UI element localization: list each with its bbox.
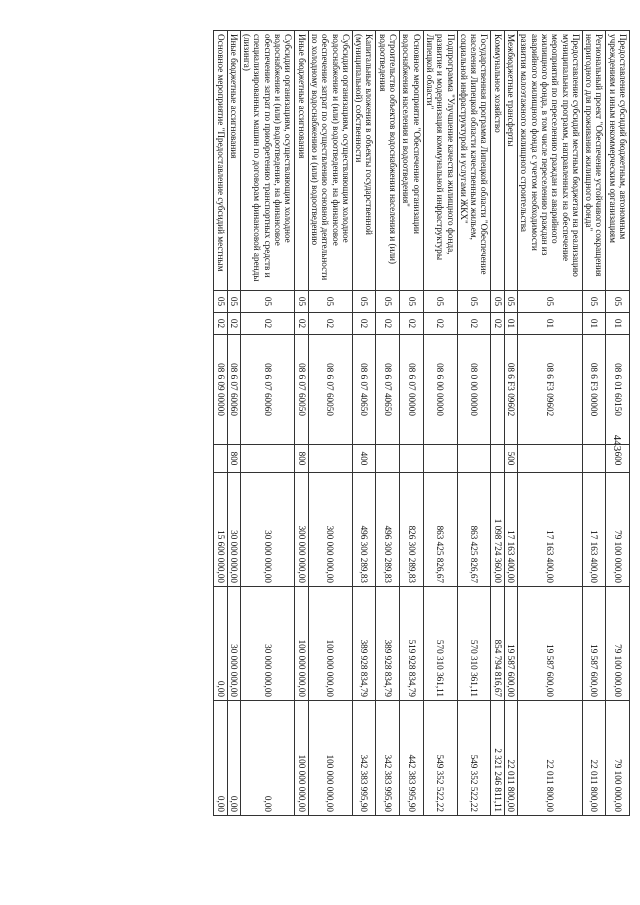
target-article-code: 08 6 07 40650: [376, 335, 400, 445]
amount-year-3: 342 383 995,90: [352, 701, 376, 816]
subsection-code: 01: [518, 313, 583, 335]
amount-year-2: 19 587 600,00: [582, 587, 606, 701]
table-row: [423, 31, 457, 816]
target-article-code: 08 6 07 60060: [240, 335, 294, 445]
table-row: [308, 31, 352, 816]
amount-year-2: 0,00: [214, 587, 227, 701]
table-wrapper: [70, 30, 630, 815]
row-name: Капитальные вложения в объекты государственной (муниципальной) собственности: [352, 31, 376, 291]
amount-year-1: 79 100 000,00: [606, 473, 630, 587]
table-row: [606, 31, 630, 816]
target-article-code: 08 6 07 60050: [308, 335, 352, 445]
row-name: Подпрограмма "Улучшение качества жилищного фонда, развитие и модернизация коммунальной инфраструктуры Липецкой области": [423, 31, 457, 291]
row-name: Межбюджетные трансферты: [504, 31, 517, 291]
row-name: Региональный проект "Обеспечение устойчивого сокращения непригодного для проживания жилищного фонда": [582, 31, 606, 291]
amount-year-1: 863 425 826,67: [423, 473, 457, 587]
table-row: [240, 31, 294, 816]
expense-type-code: 400: [352, 445, 376, 473]
table-row: [582, 31, 606, 816]
budget-table: [213, 30, 630, 816]
amount-year-3: 0,00: [227, 701, 240, 816]
amount-year-3: 0,00: [214, 701, 227, 816]
target-article-code: 08 6 00 00000: [423, 335, 457, 445]
target-article-code: 08 6 07 00000: [400, 335, 424, 445]
row-name: Субсидии организациям, осуществляющим холодное водоснабжение и (или) водоотведение, на финансовое обеспечение затрат по приобретению транспортных средств и специализированных машин по договорам финансовой аренды (лизинга): [240, 31, 294, 291]
amount-year-2: 100 000 000,00: [308, 587, 352, 701]
amount-year-1: 826 300 289,83: [400, 473, 424, 587]
amount-year-1: 300 000 000,00: [295, 473, 308, 587]
section-code: 05: [308, 291, 352, 313]
target-article-code: 08 6 F3 00000: [582, 335, 606, 445]
table-row: [376, 31, 400, 816]
expense-type-code: [400, 445, 424, 473]
row-name: Иные бюджетные ассигнования: [227, 31, 240, 291]
amount-year-2: 389 928 834,79: [352, 587, 376, 701]
subsection-code: 01: [582, 313, 606, 335]
section-code: 05: [240, 291, 294, 313]
amount-year-1: 863 425 826,67: [457, 473, 491, 587]
expense-type-code: [457, 445, 491, 473]
amount-year-3: 22 011 800,00: [582, 701, 606, 816]
target-article-code: 08 6 01 60150: [606, 335, 630, 445]
expense-type-code: 600: [606, 445, 630, 473]
table-body: [214, 31, 630, 816]
subsection-code: 02: [308, 313, 352, 335]
section-code: 05: [504, 291, 517, 313]
expense-type-code: 800: [295, 445, 308, 473]
row-name: Предоставление субсидий местным бюджетам на реализацию муниципальных программ, направленных на обеспечение мероприятий по переселению граждан из аварийного жилищного фонда, в том числе переселению граждан из аварийного жилищного фонда с учетом необходимости развития малоэтажного жилищного строительства: [518, 31, 583, 291]
target-article-code: 08 6 F3 09602: [504, 335, 517, 445]
amount-year-3: 0,00: [240, 701, 294, 816]
amount-year-3: 22 011 800,00: [518, 701, 583, 816]
expense-type-code: [423, 445, 457, 473]
section-code: 05: [491, 291, 504, 313]
row-name: Строительство объектов водоснабжения населения и (или) водоотведения: [376, 31, 400, 291]
subsection-code: 01: [606, 313, 630, 335]
row-name: Иные бюджетные ассигнования: [295, 31, 308, 291]
amount-year-2: 389 928 834,79: [376, 587, 400, 701]
amount-year-2: 30 000 000,00: [240, 587, 294, 701]
row-name: Коммунальное хозяйство: [491, 31, 504, 291]
section-code: 05: [423, 291, 457, 313]
amount-year-1: 496 300 289,83: [376, 473, 400, 587]
section-code: 05: [352, 291, 376, 313]
amount-year-3: 2 321 246 811,11: [491, 701, 504, 816]
expense-type-code: [376, 445, 400, 473]
table-row: [400, 31, 424, 816]
amount-year-1: 300 000 000,00: [308, 473, 352, 587]
table-row: [504, 31, 517, 816]
section-code: 05: [295, 291, 308, 313]
table-row: [295, 31, 308, 816]
amount-year-1: 30 000 000,00: [240, 473, 294, 587]
target-article-code: 08 6 F3 09602: [518, 335, 583, 445]
expense-type-code: [518, 445, 583, 473]
target-article-code: 08 6 07 40650: [352, 335, 376, 445]
amount-year-2: 100 000 000,00: [295, 587, 308, 701]
amount-year-1: 30 000 000,00: [227, 473, 240, 587]
section-code: 05: [227, 291, 240, 313]
subsection-code: 02: [214, 313, 227, 335]
amount-year-2: 854 794 816,67: [491, 587, 504, 701]
amount-year-1: 17 163 400,00: [582, 473, 606, 587]
subsection-code: 01: [504, 313, 517, 335]
amount-year-3: 442 383 995,90: [400, 701, 424, 816]
row-name: Государственная программа Липецкой области "Обеспечение населения Липецкой области качественным жильем, социальной инфраструктурой и услугами ЖКХ": [457, 31, 491, 291]
expense-type-code: [214, 445, 227, 473]
amount-year-2: 570 310 361,11: [457, 587, 491, 701]
table-row: [227, 31, 240, 816]
amount-year-1: 17 163 400,00: [504, 473, 517, 587]
amount-year-2: 519 928 834,79: [400, 587, 424, 701]
row-name: Субсидии организациям, осуществляющим холодное водоснабжение и (или) водоотведение, на финансовое обеспечение затрат по осуществлению основной деятельности по холодному водоснабжению и (или) водоотведению: [308, 31, 352, 291]
subsection-code: 02: [240, 313, 294, 335]
table-row: [457, 31, 491, 816]
row-name: Основное мероприятие "Предоставление субсидий местным: [214, 31, 227, 291]
amount-year-1: 17 163 400,00: [518, 473, 583, 587]
amount-year-1: 1 098 724 360,00: [491, 473, 504, 587]
amount-year-1: 496 300 289,83: [352, 473, 376, 587]
amount-year-2: 30 000 000,00: [227, 587, 240, 701]
subsection-code: 02: [491, 313, 504, 335]
section-code: 05: [582, 291, 606, 313]
rotated-table-container: [70, 30, 630, 815]
target-article-code: 08 0 00 00000: [457, 335, 491, 445]
expense-type-code: [582, 445, 606, 473]
subsection-code: 02: [352, 313, 376, 335]
subsection-code: 02: [400, 313, 424, 335]
section-code: 05: [518, 291, 583, 313]
subsection-code: 02: [423, 313, 457, 335]
amount-year-3: 549 352 522,22: [457, 701, 491, 816]
table-row: [518, 31, 583, 816]
amount-year-2: 19 587 600,00: [518, 587, 583, 701]
table-row: [352, 31, 376, 816]
amount-year-3: 79 100 000,00: [606, 701, 630, 816]
expense-type-code: [308, 445, 352, 473]
subsection-code: 02: [295, 313, 308, 335]
subsection-code: 02: [376, 313, 400, 335]
table-row: [491, 31, 504, 816]
subsection-code: 02: [227, 313, 240, 335]
amount-year-2: 570 310 361,11: [423, 587, 457, 701]
target-article-code: 08 6 09 00000: [214, 335, 227, 445]
subsection-code: 02: [457, 313, 491, 335]
amount-year-2: 79 100 000,00: [606, 587, 630, 701]
section-code: 05: [376, 291, 400, 313]
section-code: 05: [457, 291, 491, 313]
target-article-code: 08 6 07 60050: [295, 335, 308, 445]
expense-type-code: [491, 445, 504, 473]
amount-year-3: 342 383 995,90: [376, 701, 400, 816]
expense-type-code: 500: [504, 445, 517, 473]
row-name: Основное мероприятие "Обеспечение организации водоснабжения населения и водоотведения": [400, 31, 424, 291]
section-code: 05: [400, 291, 424, 313]
amount-year-3: 549 352 522,22: [423, 701, 457, 816]
expense-type-code: [240, 445, 294, 473]
target-article-code: 08 6 07 60060: [227, 335, 240, 445]
expense-type-code: 800: [227, 445, 240, 473]
section-code: 05: [214, 291, 227, 313]
table-row: [214, 31, 227, 816]
amount-year-2: 19 587 600,00: [504, 587, 517, 701]
page-number: 443: [611, 434, 623, 452]
amount-year-1: 15 600 000,00: [214, 473, 227, 587]
amount-year-3: 100 000 000,00: [295, 701, 308, 816]
target-article-code: [491, 335, 504, 445]
amount-year-3: 22 011 800,00: [504, 701, 517, 816]
row-name: Предоставление субсидий бюджетным, автономным учреждениям и иным некоммерческим организациям: [606, 31, 630, 291]
amount-year-3: 100 000 000,00: [308, 701, 352, 816]
section-code: 05: [606, 291, 630, 313]
